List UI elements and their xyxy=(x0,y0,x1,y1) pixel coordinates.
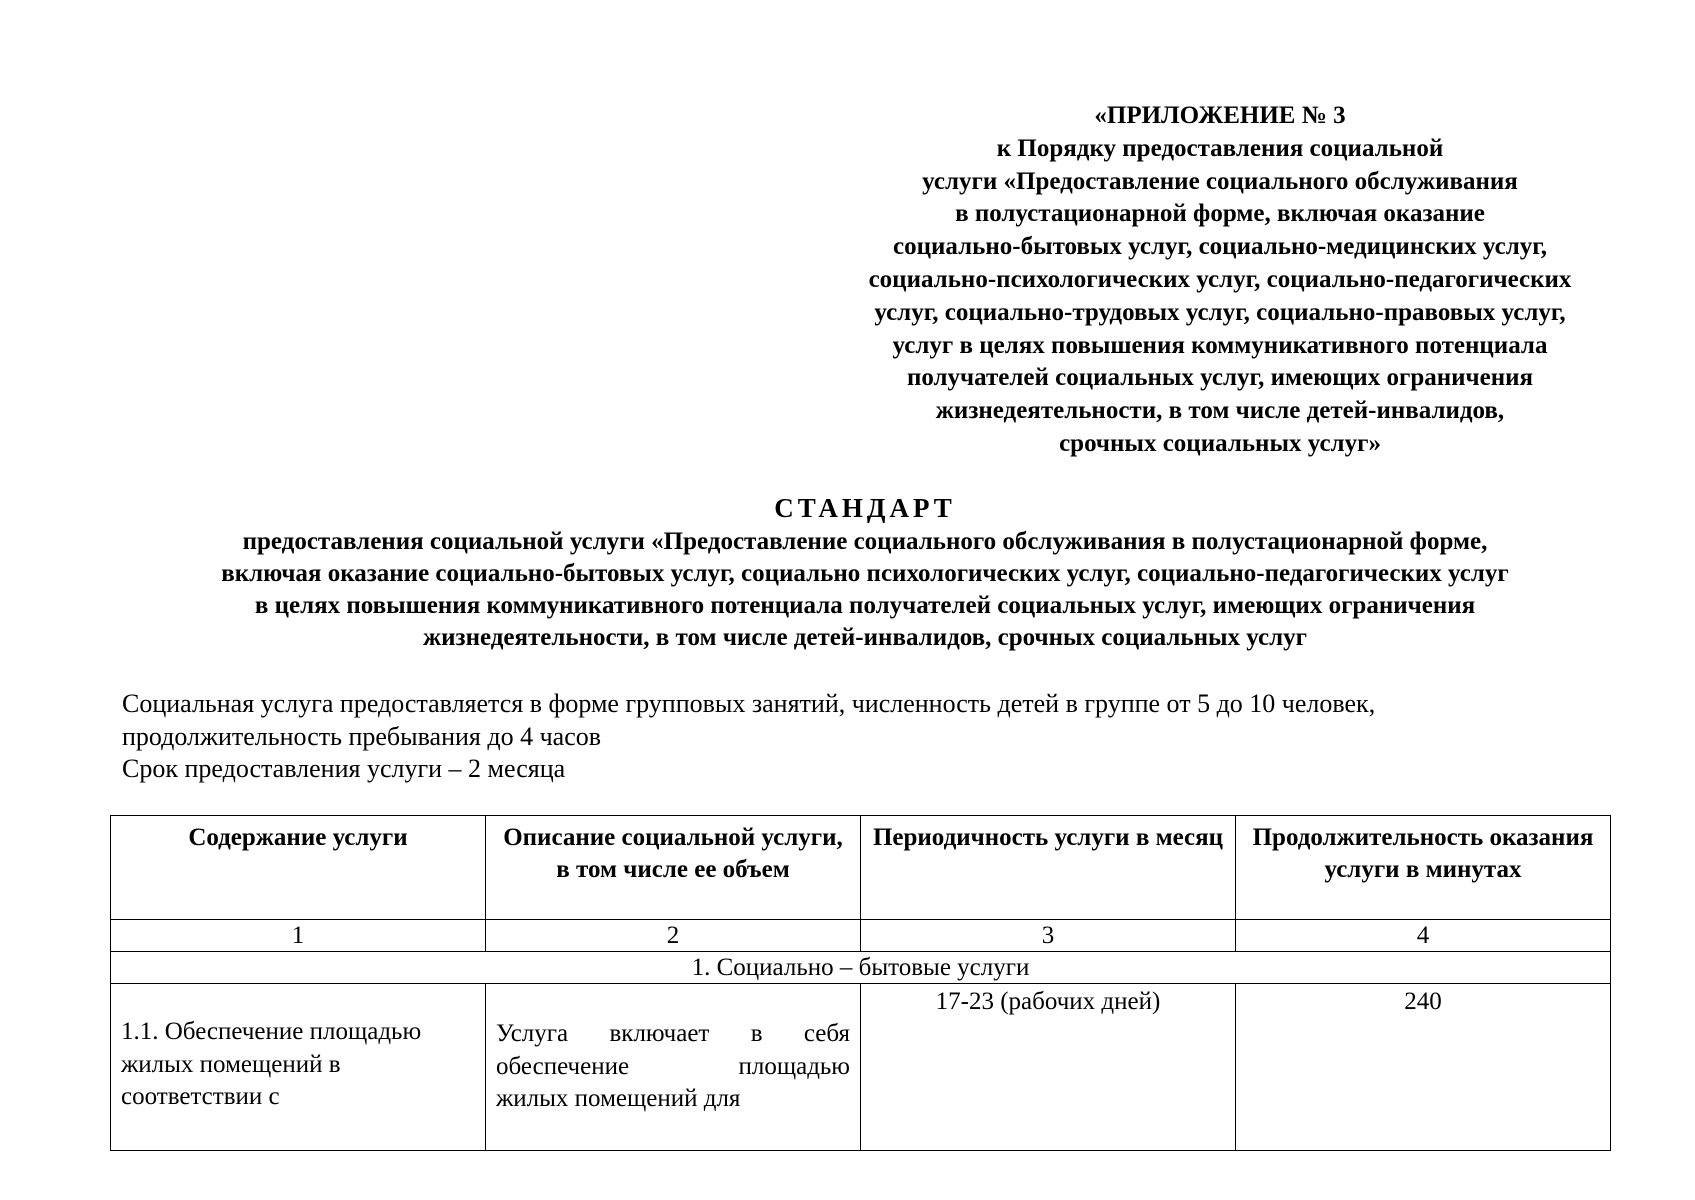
table-header-row xyxy=(111,816,1611,920)
column-number: 2 xyxy=(486,920,861,952)
intro-paragraph xyxy=(122,688,1622,786)
description-line: обеспечение площадью xyxy=(496,1052,850,1080)
header-description: Описание социальной услуги, в том числе ее объем xyxy=(486,816,861,920)
appendix-line: социально-психологических услуг, социально-педагогических xyxy=(868,265,1572,293)
column-numbers-row xyxy=(111,920,1611,952)
section-row xyxy=(111,952,1611,984)
appendix-line: социально-бытовых услуг, социально-медицинских услуг, xyxy=(892,233,1548,261)
header-periodicity: Периодичность услуги в месяц xyxy=(861,816,1236,920)
standard-subtitle xyxy=(110,526,1620,654)
appendix-line: к Порядку предоставления социальной xyxy=(996,134,1444,162)
section-title: 1. Социально – бытовые услуги xyxy=(111,952,1611,984)
standard-subtitle-line: жизнедеятельности, в том числе детей-инвалидов, срочных социальных услуг xyxy=(422,624,1307,651)
description-line: жилых помещений для xyxy=(496,1085,741,1112)
intro-line: Социальная услуга предоставляется в форме групповых занятий, численность детей в группе от 5 до 10 человек, xyxy=(122,689,1376,718)
table-row xyxy=(111,984,1611,1151)
appendix-line: срочных социальных услуг» xyxy=(1059,429,1381,457)
intro-line: Срок предоставления услуги – 2 месяца xyxy=(122,754,566,783)
appendix-line: «ПРИЛОЖЕНИЕ № 3 xyxy=(1094,102,1346,129)
header-content: Содержание услуги xyxy=(111,816,486,920)
column-number: 4 xyxy=(1236,920,1611,952)
cell-periodicity: 17-23 (рабочих дней) xyxy=(861,984,1236,1151)
description-line: Услуга включает в себя xyxy=(496,1020,850,1047)
appendix-line: услуг в целях повышения коммуникативного потенциала xyxy=(892,331,1548,359)
cell-content: 1.1. Обеспечение площадью жилых помещений в соответствии с xyxy=(111,984,486,1151)
appendix-line: услуг, социально-трудовых услуг, социально-правовых услуг, xyxy=(874,298,1566,326)
column-number: 3 xyxy=(861,920,1236,952)
column-number: 1 xyxy=(111,920,486,952)
appendix-line: получателей социальных услуг, имеющих ограничения xyxy=(906,364,1534,392)
cell-duration: 240 xyxy=(1236,984,1611,1151)
standard-subtitle-line: в целях повышения коммуникативного потенциала получателей социальных услуг, имеющих ограничения xyxy=(254,592,1476,619)
appendix-header xyxy=(770,100,1670,461)
cell-description xyxy=(486,984,861,1151)
standard-title: СТАНДАРТ xyxy=(774,493,956,523)
appendix-line: жизнедеятельности, в том числе детей-инвалидов, xyxy=(935,397,1505,425)
standard-subtitle-line: включая оказание социально-бытовых услуг, социально психологических услуг, социально-педагогических услуг xyxy=(221,560,1509,587)
appendix-line: в полустационарной форме, включая оказание xyxy=(955,200,1485,228)
intro-line: продолжительность пребывания до 4 часов xyxy=(122,721,602,751)
standard-subtitle-line: предоставления социальной услуги «Предоставление социального обслуживания в полустационарной форме, xyxy=(242,528,1488,555)
standard-block xyxy=(110,490,1620,654)
header-duration: Продолжительность оказания услуги в минутах xyxy=(1236,816,1611,920)
services-table xyxy=(110,815,1611,1151)
appendix-line: услуги «Предоставление социального обслуживания xyxy=(922,167,1518,195)
